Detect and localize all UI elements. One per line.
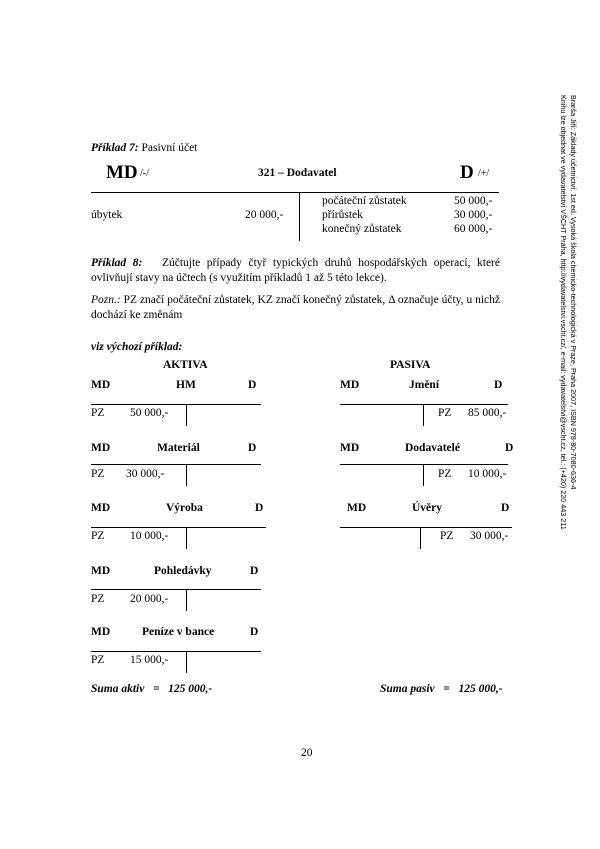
t-account-d: D [248,442,257,454]
t-account-pz: PZ [440,530,454,542]
t-account-value: 20 000,- [130,593,169,605]
t-account-name: Peníze v bance [142,626,215,638]
t-account-pz: PZ [91,407,105,419]
page-number: 20 [301,747,313,759]
citation-line-1: Brarša Jiří: Základy účetnictví. 1st ed. Vysoká škola chemicko-technologická v Praze, Praha 2007, ISBN 978-80-7080-636-4 [569,95,578,490]
example7-t-account-divider [299,193,300,241]
t-account-line [91,464,261,465]
t-account-value: 10 000,- [468,468,507,480]
suma-pasiv: Suma pasiv = 125 000,- [380,683,503,695]
t-account-divider [186,464,187,486]
example7-d-sign: /+/ [478,168,490,179]
t-account-value: 15 000,- [130,654,169,666]
pasiva-title: PASIVA [390,359,431,371]
example7-md: MD [106,162,138,183]
example7-heading [91,142,197,154]
t-account-value: 10 000,- [130,530,169,542]
t-account-divider [186,404,187,426]
example7-credit-value: 60 000,- [454,223,493,235]
t-account-divider [420,527,421,549]
example8-label: Příklad 8: [91,257,143,269]
example7-d: D [460,162,474,183]
side-citation [558,95,578,530]
example7-credit-label: konečný zůstatek [322,223,402,235]
t-account-md: MD [340,442,360,454]
t-account-name: Jmění [409,379,440,391]
t-account-pz: PZ [91,593,105,605]
t-account-line [340,404,508,405]
t-account-md: MD [347,502,367,514]
t-account-name: Výroba [166,502,203,514]
t-account-value: 85 000,- [468,407,507,419]
example8-text: Zúčtujte případy čtyř typických druhů hospodářských operací, které ovlivňují stavy na účtech (s využitím příkladů 1 až 5 této lekce). [91,257,500,284]
example7-md-sign: /-/ [140,168,149,179]
aktiva-title: AKTIVA [163,359,208,371]
t-account-md: MD [91,379,111,391]
t-account-value: 50 000,- [130,407,169,419]
t-account-d: D [250,565,259,577]
t-account-md: MD [91,626,111,638]
t-account-value: 30 000,- [126,468,165,480]
t-account-pz: PZ [91,654,105,666]
example8-note [91,293,500,323]
t-account-divider [423,464,424,486]
t-account-line [91,527,266,528]
t-account-line [340,464,508,465]
example7-debit-label: úbytek [91,209,123,221]
t-account-md: MD [91,502,111,514]
t-account-divider [186,651,187,673]
t-account-name: Materiál [157,442,200,454]
t-account-value: 30 000,- [470,530,509,542]
t-account-pz: PZ [438,407,452,419]
suma-aktiv: Suma aktiv = 125 000,- [91,683,213,695]
note-label: Pozn.: [91,294,121,306]
t-account-md: MD [91,442,111,454]
t-account-d: D [248,379,257,391]
t-account-name: Dodavatelé [405,442,460,454]
example7-title: Pasivní účet [141,142,198,154]
t-account-line [91,651,261,652]
example7-credit-label: přírůstek [322,209,363,221]
example7-t-account-top [91,192,499,193]
t-account-name: Úvěry [412,502,443,514]
t-account-d: D [501,502,510,514]
example7-account-name: 321 – Dodavatel [258,167,337,179]
t-account-line [340,527,512,528]
t-account-divider [423,404,424,426]
example7-label: Příklad 7: [91,142,139,154]
note-text: PZ značí počáteční zůstatek, KZ značí konečný zůstatek, Δ označuje účty, u nichž dochází ke změnám [91,294,501,321]
t-account-d: D [505,442,514,454]
example7-credit-value: 30 000,- [454,209,493,221]
t-account-md: MD [91,565,111,577]
t-account-line [91,404,261,405]
example7-credit-value: 50 000,- [454,195,493,207]
t-account-pz: PZ [91,468,105,480]
t-account-name: HM [176,379,196,391]
citation-line-2: Knihu lze objednat ve vydavatelství VŠCHT Praha, http://vydavatelstvi.vscht.cz/, e-mail: vydavatelstvi@vscht.cz, tel.: (+420) 220 443 211 [559,95,568,530]
t-account-name: Pohledávky [154,565,212,577]
start-label: viz výchozí příklad: [91,341,183,353]
example7-debit-value: 20 000,- [245,209,284,221]
t-account-divider [186,527,187,549]
example8-paragraph [91,256,500,286]
t-account-divider [186,589,187,611]
t-account-pz: PZ [91,530,105,542]
t-account-pz: PZ [438,468,452,480]
t-account-d: D [250,626,259,638]
t-account-d: D [255,502,264,514]
t-account-line [91,589,261,590]
t-account-md: MD [340,379,360,391]
example7-credit-label: počáteční zůstatek [322,195,407,207]
t-account-d: D [494,379,503,391]
